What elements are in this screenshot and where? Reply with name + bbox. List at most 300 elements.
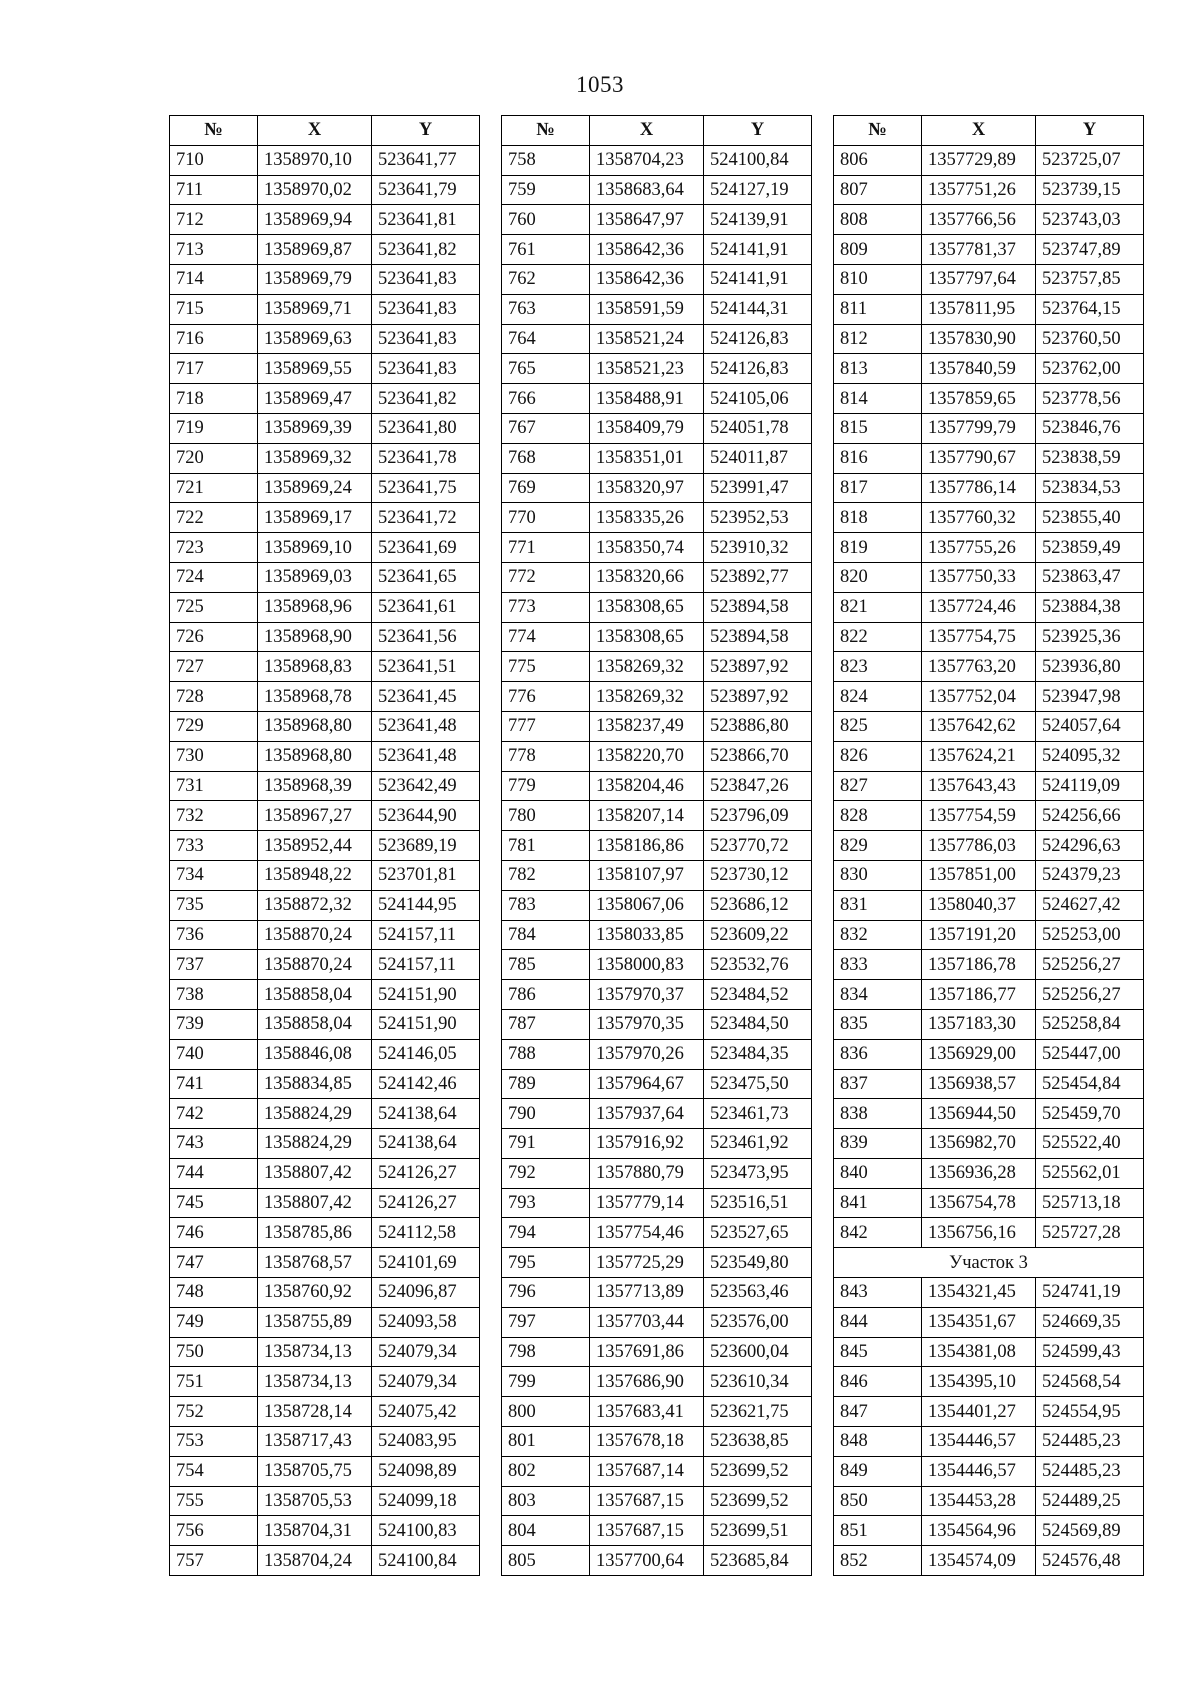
cell-number: 838: [834, 1099, 922, 1129]
cell-y: 523549,80: [704, 1248, 812, 1278]
cell-y: 523952,53: [704, 503, 812, 533]
cell-x: 1357970,35: [590, 1009, 704, 1039]
cell-y: 523855,40: [1036, 503, 1144, 533]
table-row: [170, 533, 480, 563]
cell-x: 1358969,55: [258, 354, 372, 384]
cell-number: 834: [834, 980, 922, 1010]
cell-number: 725: [170, 592, 258, 622]
cell-y: 523730,12: [704, 860, 812, 890]
header-x: X: [590, 116, 704, 146]
cell-number: 750: [170, 1337, 258, 1367]
cell-y: 524093,58: [372, 1307, 480, 1337]
table-row: [502, 1009, 812, 1039]
cell-number: 727: [170, 652, 258, 682]
cell-number: 768: [502, 443, 590, 473]
cell-y: 523641,77: [372, 145, 480, 175]
cell-number: 789: [502, 1069, 590, 1099]
table-row: [502, 503, 812, 533]
cell-number: 770: [502, 503, 590, 533]
cell-x: 1357970,37: [590, 980, 704, 1010]
cell-y: 525713,18: [1036, 1188, 1144, 1218]
cell-x: 1357687,14: [590, 1456, 704, 1486]
cell-y: 523641,83: [372, 264, 480, 294]
table-row: [170, 1099, 480, 1129]
table-row: [170, 592, 480, 622]
cell-number: 802: [502, 1456, 590, 1486]
table-row: [834, 1427, 1144, 1457]
table-row: [170, 1427, 480, 1457]
cell-number: 776: [502, 682, 590, 712]
cell-x: 1357781,37: [922, 235, 1036, 265]
table-row: [170, 622, 480, 652]
cell-x: 1357830,90: [922, 324, 1036, 354]
table-row: [170, 801, 480, 831]
cell-y: 523641,83: [372, 294, 480, 324]
cell-y: 524119,09: [1036, 771, 1144, 801]
table-row: [834, 533, 1144, 563]
table-row: [834, 562, 1144, 592]
table-row: [502, 1367, 812, 1397]
cell-x: 1358591,59: [590, 294, 704, 324]
cell-y: 524489,25: [1036, 1486, 1144, 1516]
cell-number: 788: [502, 1039, 590, 1069]
table-row: [170, 980, 480, 1010]
cell-number: 712: [170, 205, 258, 235]
cell-y: 523641,80: [372, 413, 480, 443]
cell-number: 763: [502, 294, 590, 324]
cell-number: 775: [502, 652, 590, 682]
table-row: [170, 920, 480, 950]
cell-number: 720: [170, 443, 258, 473]
cell-number: 825: [834, 711, 922, 741]
table-row: [502, 1069, 812, 1099]
cell-y: 524157,11: [372, 950, 480, 980]
cell-y: 524126,27: [372, 1188, 480, 1218]
cell-y: 523762,00: [1036, 354, 1144, 384]
table-row: [502, 235, 812, 265]
cell-number: 823: [834, 652, 922, 682]
table-header-row: [834, 116, 1144, 146]
cell-x: 1358807,42: [258, 1188, 372, 1218]
table-row: [834, 920, 1144, 950]
cell-x: 1357916,92: [590, 1129, 704, 1159]
cell-number: 780: [502, 801, 590, 831]
cell-number: 769: [502, 473, 590, 503]
cell-y: 523461,92: [704, 1129, 812, 1159]
cell-x: 1358969,63: [258, 324, 372, 354]
cell-x: 1356756,16: [922, 1218, 1036, 1248]
table-row: [502, 1307, 812, 1337]
cell-x: 1357191,20: [922, 920, 1036, 950]
cell-x: 1354564,96: [922, 1516, 1036, 1546]
cell-number: 713: [170, 235, 258, 265]
cell-y: 523757,85: [1036, 264, 1144, 294]
table-row: [170, 503, 480, 533]
cell-x: 1357703,44: [590, 1307, 704, 1337]
cell-x: 1357683,41: [590, 1397, 704, 1427]
cell-x: 1358807,42: [258, 1158, 372, 1188]
cell-y: 523770,72: [704, 831, 812, 861]
cell-number: 790: [502, 1099, 590, 1129]
cell-x: 1357964,67: [590, 1069, 704, 1099]
table-row: [170, 711, 480, 741]
cell-number: 824: [834, 682, 922, 712]
cell-number: 829: [834, 831, 922, 861]
cell-y: 523701,81: [372, 860, 480, 890]
table-row: [170, 1218, 480, 1248]
cell-y: 523838,59: [1036, 443, 1144, 473]
cell-x: 1354395,10: [922, 1367, 1036, 1397]
cell-number: 799: [502, 1367, 590, 1397]
cell-x: 1357624,21: [922, 741, 1036, 771]
cell-number: 797: [502, 1307, 590, 1337]
table-row: [834, 1546, 1144, 1576]
cell-x: 1357754,46: [590, 1218, 704, 1248]
cell-number: 795: [502, 1248, 590, 1278]
cell-x: 1357880,79: [590, 1158, 704, 1188]
cell-x: 1358768,57: [258, 1248, 372, 1278]
cell-x: 1358872,32: [258, 890, 372, 920]
table-row: [834, 652, 1144, 682]
cell-x: 1358320,97: [590, 473, 704, 503]
cell-number: 851: [834, 1516, 922, 1546]
cell-y: 524141,91: [704, 264, 812, 294]
cell-y: 523897,92: [704, 652, 812, 682]
table-row: [834, 741, 1144, 771]
cell-y: 524126,27: [372, 1158, 480, 1188]
cell-number: 816: [834, 443, 922, 473]
cell-number: 746: [170, 1218, 258, 1248]
table-row: [170, 1456, 480, 1486]
cell-y: 523686,12: [704, 890, 812, 920]
cell-y: 524138,64: [372, 1099, 480, 1129]
cell-number: 734: [170, 860, 258, 890]
cell-number: 779: [502, 771, 590, 801]
cell-x: 1358846,08: [258, 1039, 372, 1069]
table-row: [502, 1099, 812, 1129]
table-row: [834, 860, 1144, 890]
table-row: [170, 264, 480, 294]
table-row: [502, 622, 812, 652]
cell-x: 1358040,37: [922, 890, 1036, 920]
table-row: [170, 562, 480, 592]
table-row: [834, 1486, 1144, 1516]
cell-x: 1358824,29: [258, 1129, 372, 1159]
cell-y: 524296,63: [1036, 831, 1144, 861]
cell-x: 1358521,23: [590, 354, 704, 384]
cell-number: 841: [834, 1188, 922, 1218]
table-row: [834, 592, 1144, 622]
cell-y: 523863,47: [1036, 562, 1144, 592]
cell-x: 1357797,64: [922, 264, 1036, 294]
table-row: [834, 175, 1144, 205]
table-row: [170, 741, 480, 771]
table-row: [502, 205, 812, 235]
cell-x: 1357691,86: [590, 1337, 704, 1367]
cell-number: 762: [502, 264, 590, 294]
cell-x: 1357760,32: [922, 503, 1036, 533]
cell-number: 846: [834, 1367, 922, 1397]
header-number: №: [834, 116, 922, 146]
table-row: [170, 950, 480, 980]
table-row: [170, 1278, 480, 1308]
cell-number: 845: [834, 1337, 922, 1367]
cell-y: 523563,46: [704, 1278, 812, 1308]
cell-x: 1358033,85: [590, 920, 704, 950]
cell-y: 524669,35: [1036, 1307, 1144, 1337]
cell-number: 787: [502, 1009, 590, 1039]
table-row: [170, 1069, 480, 1099]
table-row: [834, 711, 1144, 741]
section-row: [834, 1248, 1144, 1278]
cell-x: 1357750,33: [922, 562, 1036, 592]
cell-number: 738: [170, 980, 258, 1010]
cell-y: 523461,73: [704, 1099, 812, 1129]
cell-x: 1357840,59: [922, 354, 1036, 384]
header-y: Y: [1036, 116, 1144, 146]
table-row: [502, 1218, 812, 1248]
cell-y: 523894,58: [704, 622, 812, 652]
cell-x: 1354574,09: [922, 1546, 1036, 1576]
cell-number: 826: [834, 741, 922, 771]
cell-y: 524554,95: [1036, 1397, 1144, 1427]
cell-number: 781: [502, 831, 590, 861]
table-row: [834, 1188, 1144, 1218]
cell-number: 754: [170, 1456, 258, 1486]
cell-x: 1358968,90: [258, 622, 372, 652]
cell-y: 523641,72: [372, 503, 480, 533]
cell-y: 523846,76: [1036, 413, 1144, 443]
cell-y: 524057,64: [1036, 711, 1144, 741]
cell-x: 1357755,26: [922, 533, 1036, 563]
cell-number: 805: [502, 1546, 590, 1576]
cell-y: 524011,87: [704, 443, 812, 473]
cell-y: 524112,58: [372, 1218, 480, 1248]
table-row: [502, 980, 812, 1010]
cell-y: 524485,23: [1036, 1427, 1144, 1457]
cell-number: 831: [834, 890, 922, 920]
cell-y: 523527,65: [704, 1218, 812, 1248]
cell-x: 1358968,83: [258, 652, 372, 682]
table-row: [502, 264, 812, 294]
cell-x: 1357786,03: [922, 831, 1036, 861]
cell-y: 523641,51: [372, 652, 480, 682]
cell-number: 737: [170, 950, 258, 980]
table-row: [502, 413, 812, 443]
cell-number: 752: [170, 1397, 258, 1427]
cell-number: 730: [170, 741, 258, 771]
coordinates-table-3: [833, 115, 1144, 1576]
cell-y: 525256,27: [1036, 980, 1144, 1010]
cell-x: 1357970,26: [590, 1039, 704, 1069]
cell-number: 740: [170, 1039, 258, 1069]
cell-number: 803: [502, 1486, 590, 1516]
cell-number: 717: [170, 354, 258, 384]
cell-number: 772: [502, 562, 590, 592]
cell-number: 721: [170, 473, 258, 503]
cell-y: 523484,35: [704, 1039, 812, 1069]
cell-y: 523475,50: [704, 1069, 812, 1099]
cell-x: 1358824,29: [258, 1099, 372, 1129]
coordinates-table-2: [501, 115, 812, 1576]
cell-y: 524627,42: [1036, 890, 1144, 920]
cell-number: 745: [170, 1188, 258, 1218]
cell-x: 1357687,15: [590, 1486, 704, 1516]
cell-x: 1358204,46: [590, 771, 704, 801]
cell-y: 523641,79: [372, 175, 480, 205]
cell-number: 748: [170, 1278, 258, 1308]
cell-x: 1358351,01: [590, 443, 704, 473]
table-row: [170, 324, 480, 354]
cell-x: 1357811,95: [922, 294, 1036, 324]
table-row: [502, 562, 812, 592]
cell-y: 524075,42: [372, 1397, 480, 1427]
cell-number: 828: [834, 801, 922, 831]
cell-x: 1358870,24: [258, 920, 372, 950]
cell-number: 749: [170, 1307, 258, 1337]
cell-y: 525522,40: [1036, 1129, 1144, 1159]
cell-number: 833: [834, 950, 922, 980]
cell-y: 523641,78: [372, 443, 480, 473]
table-row: [170, 413, 480, 443]
cell-x: 1357790,67: [922, 443, 1036, 473]
table-row: [170, 831, 480, 861]
cell-x: 1357643,43: [922, 771, 1036, 801]
cell-number: 715: [170, 294, 258, 324]
cell-x: 1358968,80: [258, 711, 372, 741]
cell-number: 778: [502, 741, 590, 771]
cell-x: 1357729,89: [922, 145, 1036, 175]
cell-y: 523778,56: [1036, 384, 1144, 414]
cell-number: 755: [170, 1486, 258, 1516]
cell-y: 523484,52: [704, 980, 812, 1010]
cell-x: 1358968,80: [258, 741, 372, 771]
table-row: [834, 473, 1144, 503]
cell-y: 523641,82: [372, 384, 480, 414]
cell-number: 830: [834, 860, 922, 890]
cell-x: 1358969,32: [258, 443, 372, 473]
table-row: [834, 682, 1144, 712]
cell-number: 844: [834, 1307, 922, 1337]
cell-number: 719: [170, 413, 258, 443]
cell-x: 1354381,08: [922, 1337, 1036, 1367]
cell-y: 524051,78: [704, 413, 812, 443]
table-row: [502, 1397, 812, 1427]
table-row: [834, 1278, 1144, 1308]
cell-x: 1358755,89: [258, 1307, 372, 1337]
table-row: [834, 145, 1144, 175]
cell-number: 758: [502, 145, 590, 175]
cell-number: 848: [834, 1427, 922, 1457]
cell-number: 804: [502, 1516, 590, 1546]
cell-x: 1358760,92: [258, 1278, 372, 1308]
cell-x: 1358969,10: [258, 533, 372, 563]
cell-x: 1357799,79: [922, 413, 1036, 443]
cell-number: 735: [170, 890, 258, 920]
table-row: [502, 1248, 812, 1278]
cell-y: 523847,26: [704, 771, 812, 801]
cell-y: 525727,28: [1036, 1218, 1144, 1248]
cell-x: 1357763,20: [922, 652, 1036, 682]
cell-number: 801: [502, 1427, 590, 1457]
cell-y: 524741,19: [1036, 1278, 1144, 1308]
table-row: [502, 1129, 812, 1159]
cell-x: 1356754,78: [922, 1188, 1036, 1218]
table-row: [502, 1188, 812, 1218]
cell-y: 525258,84: [1036, 1009, 1144, 1039]
cell-number: 796: [502, 1278, 590, 1308]
cell-number: 777: [502, 711, 590, 741]
cell-x: 1358970,10: [258, 145, 372, 175]
table-row: [502, 741, 812, 771]
table-row: [834, 443, 1144, 473]
table-row: [502, 771, 812, 801]
cell-number: 747: [170, 1248, 258, 1278]
cell-x: 1358642,36: [590, 235, 704, 265]
cell-y: 523642,49: [372, 771, 480, 801]
cell-y: 523641,81: [372, 205, 480, 235]
cell-number: 843: [834, 1278, 922, 1308]
cell-y: 523725,07: [1036, 145, 1144, 175]
cell-number: 832: [834, 920, 922, 950]
table-row: [170, 1188, 480, 1218]
table-row: [834, 1158, 1144, 1188]
cell-number: 773: [502, 592, 590, 622]
cell-y: 524139,91: [704, 205, 812, 235]
table-row: [170, 1337, 480, 1367]
cell-number: 850: [834, 1486, 922, 1516]
cell-number: 811: [834, 294, 922, 324]
cell-y: 524127,19: [704, 175, 812, 205]
cell-number: 767: [502, 413, 590, 443]
cell-x: 1358969,87: [258, 235, 372, 265]
cell-number: 726: [170, 622, 258, 652]
cell-y: 524379,23: [1036, 860, 1144, 890]
cell-x: 1356944,50: [922, 1099, 1036, 1129]
cell-x: 1357754,59: [922, 801, 1036, 831]
cell-number: 744: [170, 1158, 258, 1188]
table-row: [834, 205, 1144, 235]
cell-number: 718: [170, 384, 258, 414]
cell-number: 724: [170, 562, 258, 592]
table-row: [834, 980, 1144, 1010]
cell-x: 1358858,04: [258, 1009, 372, 1039]
cell-y: 525459,70: [1036, 1099, 1144, 1129]
cell-x: 1358000,83: [590, 950, 704, 980]
cell-number: 716: [170, 324, 258, 354]
table-row: [502, 1546, 812, 1576]
cell-number: 808: [834, 205, 922, 235]
cell-y: 523641,56: [372, 622, 480, 652]
cell-x: 1357779,14: [590, 1188, 704, 1218]
cell-number: 794: [502, 1218, 590, 1248]
cell-y: 523576,00: [704, 1307, 812, 1337]
cell-number: 732: [170, 801, 258, 831]
cell-x: 1358269,32: [590, 652, 704, 682]
table-row: [502, 384, 812, 414]
cell-x: 1358952,44: [258, 831, 372, 861]
cell-x: 1358734,13: [258, 1337, 372, 1367]
table-row: [170, 682, 480, 712]
table-row: [170, 354, 480, 384]
cell-x: 1358705,53: [258, 1486, 372, 1516]
cell-number: 759: [502, 175, 590, 205]
cell-number: 739: [170, 1009, 258, 1039]
table-row: [834, 1069, 1144, 1099]
cell-y: 524142,46: [372, 1069, 480, 1099]
cell-y: 523991,47: [704, 473, 812, 503]
cell-x: 1357752,04: [922, 682, 1036, 712]
